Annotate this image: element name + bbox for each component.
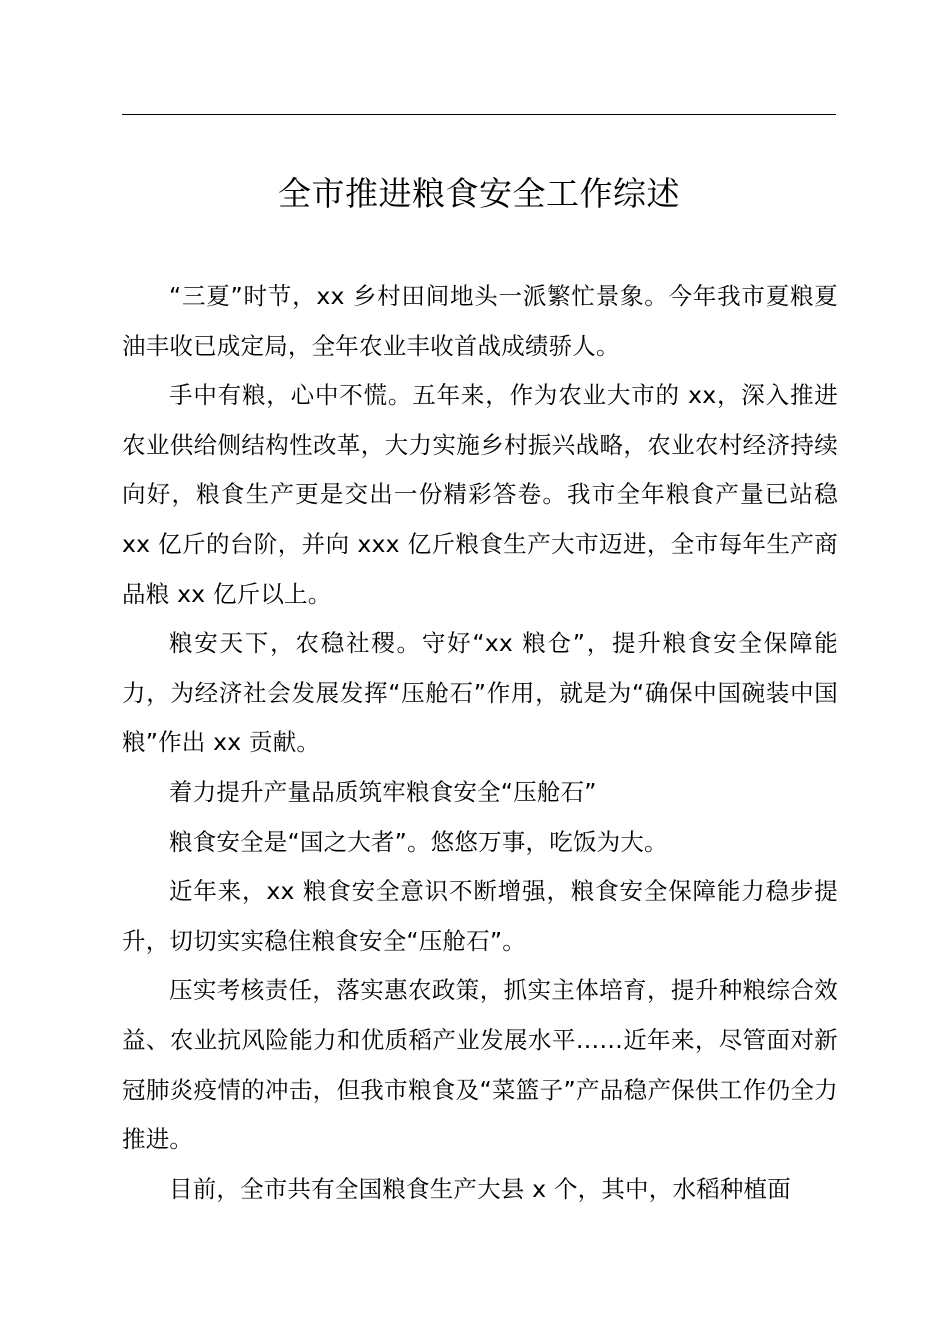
paragraph: “三夏”时节，xx 乡村田间地头一派繁忙景象。今年我市夏粮夏油丰收已成定局，全年农业丰收首战成绩骄人。 — [122, 282, 838, 360]
document-body — [122, 272, 838, 1214]
paragraph: 手中有粮，心中不慌。五年来，作为农业大市的 xx，深入推进农业供给侧结构性改革，大力实施乡村振兴战略，农业农村经济持续向好，粮食生产更是交出一份精彩答卷。我市全年粮食产量已站稳 xx 亿斤的台阶，并向 xxx 亿斤粮食生产大市迈进，全市每年生产商品粮 xx 亿斤以上。 — [122, 381, 838, 608]
paragraph: 近年来，xx 粮食安全意识不断增强，粮食安全保障能力稳步提升，切切实实稳住粮食安全“压舱石”。 — [122, 877, 838, 955]
section-heading: 着力提升产量品质筑牢粮食安全“压舱石” — [169, 777, 597, 806]
paragraph: 粮食安全是“国之大者”。悠悠万事，吃饭为大。 — [169, 827, 668, 856]
paragraph: 压实考核责任，落实惠农政策，抓实主体培育，提升种粮综合效益、农业抗风险能力和优质稻产业发展水平……近年来，尽管面对新冠肺炎疫情的冲击，但我市粮食及“菜篮子”产品稳产保供工作仍全力推进。 — [122, 976, 838, 1154]
paragraph: 目前，全市共有全国粮食生产大县 x 个，其中，水稻种植面 — [169, 1174, 791, 1203]
header-rule — [122, 114, 836, 115]
paragraph: 粮安天下，农稳社稷。守好“xx 粮仓”，提升粮食安全保障能力，为经济社会发展发挥“压舱石”作用，就是为“确保中国碗装中国粮”作出 xx 贡献。 — [122, 629, 838, 757]
document-title: 全市推进粮食安全工作综述 — [278, 174, 680, 213]
